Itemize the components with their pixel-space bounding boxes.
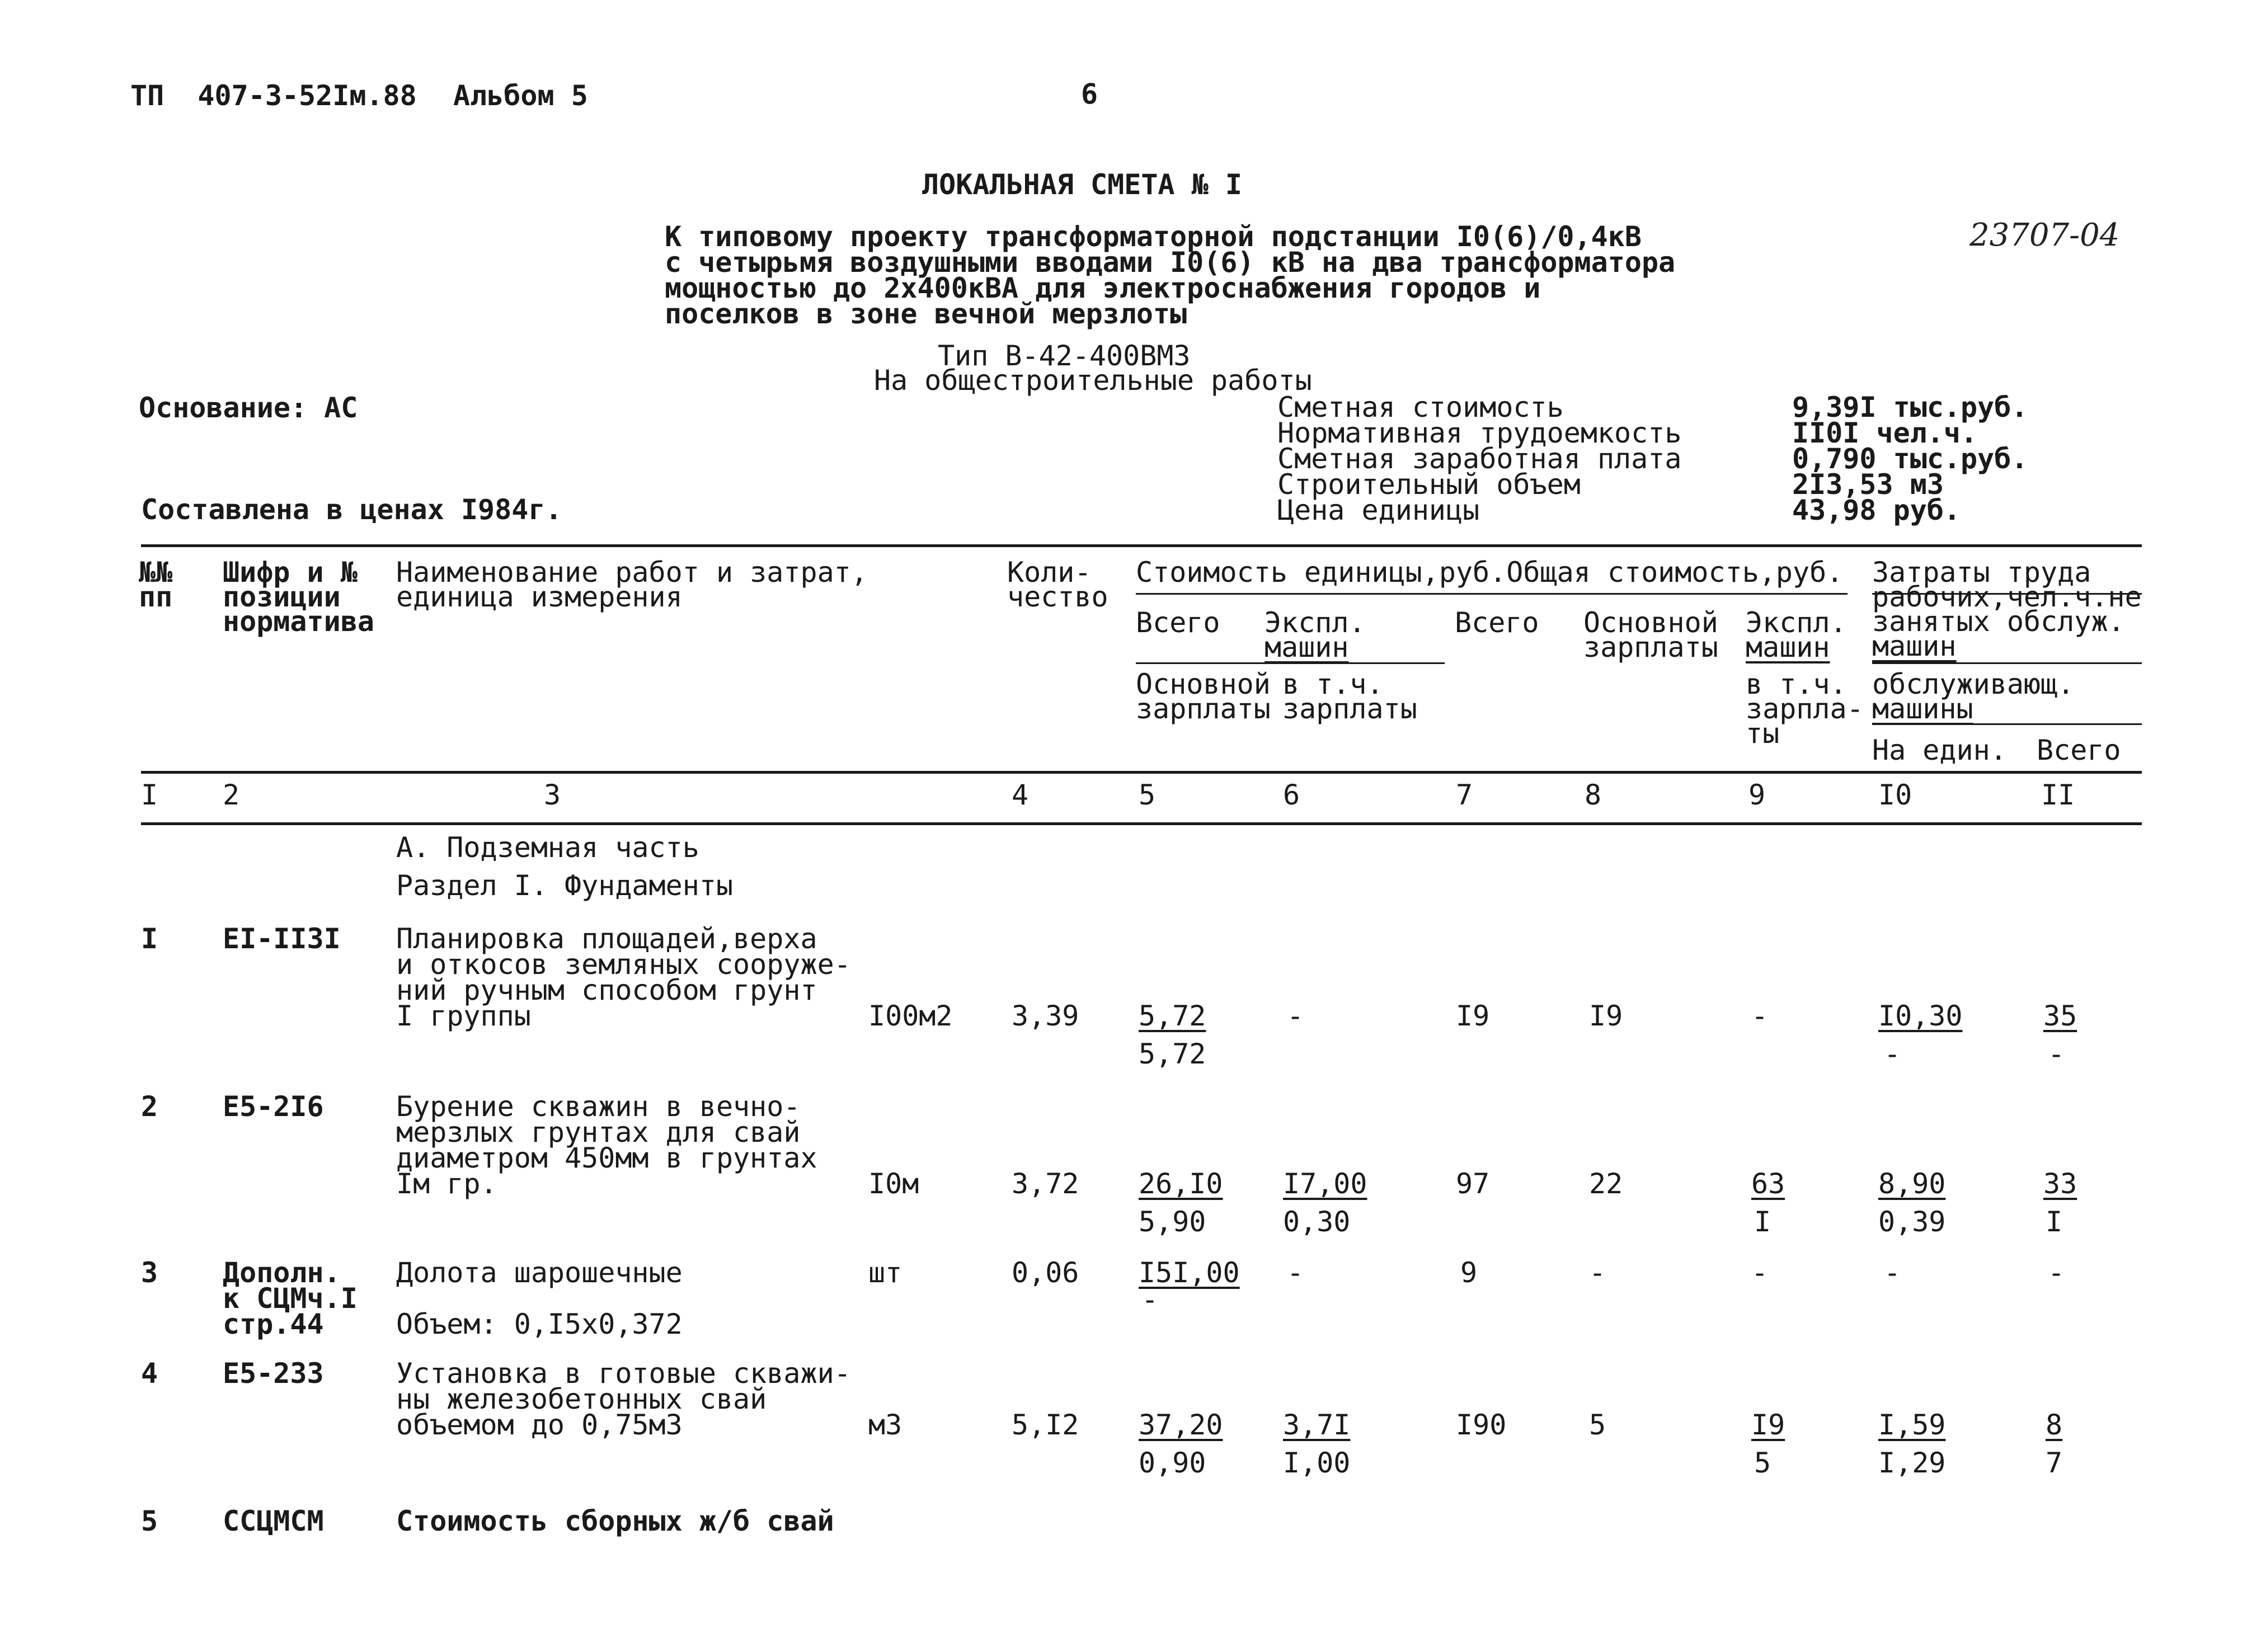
row-machines2-wages: I: [1754, 1206, 1771, 1238]
row-basic-wages: -: [1141, 1283, 1159, 1316]
row-qty: 3,39: [1012, 1000, 1079, 1032]
col-labor-header: Затраты труда: [1872, 556, 2091, 589]
row-qty: 5,I2: [1012, 1409, 1079, 1441]
row-wages: I9: [1589, 1000, 1623, 1032]
page-number: 6: [1081, 78, 1098, 110]
summary-label: Нормативная трудоемкость: [1277, 417, 1682, 449]
row-machines: I7,00: [1283, 1168, 1367, 1200]
row-labor-serv-unit: -: [1884, 1038, 1901, 1070]
column-number: 4: [1012, 779, 1029, 811]
row-name: объемом до 0,75м3: [396, 1409, 683, 1441]
row-wages: -: [1589, 1256, 1606, 1289]
row-machines2-wages: 5: [1754, 1447, 1771, 1479]
col-per-unit-header: На един.: [1872, 734, 2007, 766]
row-machines2: -: [1751, 1256, 1769, 1289]
section-heading: Раздел I. Фундаменты: [396, 869, 734, 902]
works-line: На общестроительные работы: [874, 364, 1312, 397]
col-incl-wages-header: зарплаты: [1282, 693, 1417, 725]
row-labor-serv-unit: 0,39: [1878, 1206, 1946, 1238]
row-labor-total: 35: [2043, 1000, 2077, 1032]
row-unit-cost: I5I,00: [1139, 1256, 1240, 1289]
section-heading: А. Подземная часть: [396, 831, 699, 864]
row-unit: м3: [868, 1409, 902, 1441]
col-name-header: единица измерения: [396, 581, 683, 613]
row-machines2: I9: [1751, 1409, 1785, 1441]
column-number: 8: [1585, 779, 1602, 811]
row-labor-serv-total: I: [2046, 1206, 2063, 1238]
row-labor-serv-unit: I,29: [1878, 1447, 1946, 1479]
labor-sub-rule: [1872, 662, 2142, 664]
row-total: I9: [1456, 1000, 1490, 1032]
row-code: ССЦМСМ: [223, 1505, 324, 1537]
row-total: 97: [1456, 1168, 1490, 1200]
row-total: 9: [1460, 1256, 1478, 1289]
row-name: Установка в готовые скважи-: [396, 1357, 851, 1390]
row-code: Е5-233: [223, 1357, 324, 1390]
summary-value: 0,790 тыс.руб.: [1792, 443, 2028, 475]
prices-label: Составлена в ценах I984г.: [141, 493, 562, 526]
row-basic-wages: 5,72: [1139, 1038, 1206, 1070]
row-labor-unit: 8,90: [1878, 1168, 1946, 1200]
header-bottom-rule: [141, 771, 2142, 774]
description-line: поселков в зоне вечной мерзлоты: [665, 298, 1187, 330]
row-name: Планировка площадей,верха: [396, 923, 817, 955]
col-wages-header: Основной: [1583, 606, 1718, 639]
row-number: 2: [141, 1090, 158, 1123]
colnum-bottom-rule: [141, 822, 2142, 825]
col-labor-header: занятых обслуж.: [1872, 605, 2125, 638]
col-machines-header: машин: [1264, 631, 1349, 663]
col-total2-header: Всего: [1455, 606, 1539, 639]
column-number: 3: [544, 779, 561, 811]
doc-code: ТП 407-3-52Iм.88: [130, 79, 417, 112]
row-name: и откосов земляных сооруже-: [396, 948, 851, 981]
row-labor-total: -: [2048, 1256, 2065, 1289]
row-basic-wages: 0,90: [1139, 1447, 1206, 1479]
row-labor-unit: I0,30: [1878, 1000, 1963, 1032]
col-number-header: №№: [139, 556, 173, 589]
col-wages-header: зарплаты: [1583, 631, 1718, 663]
description-line: К типовому проекту трансформаторной подстанции I0(6)/0,4кВ: [665, 220, 1642, 253]
summary-label: Цена единицы: [1277, 494, 1480, 526]
row-wages: 22: [1589, 1168, 1623, 1200]
table-top-rule: [141, 544, 2142, 547]
summary-value: 43,98 руб.: [1792, 494, 1961, 526]
row-name: ний ручным способом грунт: [396, 974, 817, 1006]
row-machines2: 63: [1751, 1168, 1785, 1200]
row-labor-serv-total: 7: [2046, 1447, 2063, 1479]
basis-label: Основание: АС: [139, 392, 358, 424]
col-basic-wages-header: Основной: [1136, 668, 1271, 700]
col-labor-serv-header: машины: [1872, 693, 1973, 725]
row-labor-total: 8: [2046, 1409, 2063, 1441]
column-number: 6: [1283, 779, 1300, 811]
col-code-header: Шифр и №: [223, 556, 358, 589]
row-name: I группы: [396, 1000, 531, 1032]
col-labor-header: рабочих,чел.ч.не: [1872, 581, 2142, 613]
col-code-header: позиции: [223, 581, 341, 613]
row-name: Iм гр.: [396, 1168, 497, 1200]
column-number: II: [2041, 779, 2075, 811]
row-name: Стоимость сборных ж/б свай: [396, 1505, 834, 1537]
row-name: ны железобетонных свай: [396, 1383, 767, 1415]
row-machines-wages: I,00: [1283, 1447, 1351, 1479]
col-incl-wages2-header: зарпла-: [1746, 693, 1864, 725]
row-number: 5: [141, 1505, 158, 1537]
row-code: Дополн.: [223, 1256, 341, 1289]
row-unit-cost: 26,I0: [1139, 1168, 1223, 1200]
estimate-title: ЛОКАЛЬНАЯ СМЕТА № I: [922, 168, 1242, 201]
col-total-header: Всего: [1136, 606, 1220, 639]
row-name: мерзлых грунтах для свай: [396, 1116, 801, 1149]
col-machines-header: Экспл.: [1264, 606, 1366, 639]
row-labor-unit: -: [1884, 1256, 1901, 1289]
summary-value: 2I3,53 м3: [1792, 468, 1944, 501]
col-incl-wages2-header: в т.ч.: [1746, 668, 1847, 700]
col-incl-wages-header: в т.ч.: [1282, 668, 1384, 700]
row-number: 3: [141, 1256, 158, 1289]
col-name-header: Наименование работ и затрат,: [396, 556, 868, 589]
row-unit-cost: 37,20: [1139, 1409, 1223, 1441]
column-number: 9: [1748, 779, 1766, 811]
summary-value: 9,39I тыс.руб.: [1792, 391, 2028, 423]
row-labor-total: 33: [2043, 1168, 2077, 1200]
row-machines: -: [1287, 1256, 1304, 1289]
row-total: I90: [1456, 1409, 1507, 1441]
row-name: Долота шарошечные: [396, 1256, 683, 1289]
col-labor-serv-header: обслуживающ.: [1872, 668, 2075, 700]
summary-label: Сметная стоимость: [1277, 391, 1564, 423]
row-qty: 0,06: [1012, 1256, 1079, 1289]
row-code: к СЦМч.I: [223, 1282, 358, 1315]
row-name: Бурение скважин в вечно-: [396, 1090, 801, 1123]
row-machines2: -: [1751, 1000, 1769, 1032]
column-number: I0: [1878, 779, 1912, 811]
column-number: 2: [223, 779, 240, 811]
col-incl-wages2-header: ты: [1746, 717, 1780, 750]
row-code: Е5-2I6: [223, 1090, 324, 1123]
summary-label: Строительный объем: [1277, 468, 1581, 501]
col-machines2-header: машин: [1746, 631, 1830, 663]
summary-label: Сметная заработная плата: [1277, 443, 1682, 475]
row-unit: I0м: [868, 1168, 919, 1200]
row-number: 4: [141, 1357, 158, 1390]
album-label: Альбом 5: [453, 79, 588, 112]
description-line: с четырьмя воздушными вводами I0(6) кВ на два трансформатора: [665, 246, 1676, 279]
row-code: ЕI-II3I: [223, 923, 341, 955]
summary-value: II0I чел.ч.: [1792, 417, 1978, 449]
row-machines: 3,7I: [1283, 1409, 1351, 1441]
col-number-header: пп: [139, 581, 173, 613]
col-total3-header: Всего: [2037, 734, 2121, 766]
col-qty-header: чество: [1007, 581, 1108, 613]
row-basic-wages: 5,90: [1139, 1206, 1206, 1238]
cost-group-header: Стоимость единицы,руб.Общая стоимость,руб.: [1136, 556, 1844, 589]
row-labor-unit: I,59: [1878, 1409, 1946, 1441]
row-code: стр.44: [223, 1308, 324, 1340]
col-labor-header: машин: [1872, 630, 1957, 662]
row-name: диаметром 450мм в грунтах: [396, 1142, 817, 1174]
row-wages: 5: [1589, 1409, 1606, 1441]
col-machines2-header: Экспл.: [1746, 606, 1847, 639]
row-volume-note: Объем: 0,I5х0,372: [396, 1308, 683, 1340]
column-number: 7: [1456, 779, 1473, 811]
cost-group-rule: [1136, 593, 1848, 595]
column-number: 5: [1139, 779, 1156, 811]
description-line: мощностью до 2х400кВА для электроснабжения городов и: [665, 272, 1541, 304]
type-line: Тип В-42-400ВМЗ: [938, 340, 1191, 372]
row-unit: I00м2: [868, 1000, 953, 1032]
column-number: I: [141, 779, 158, 811]
col-qty-header: Коли-: [1007, 556, 1092, 589]
col-basic-wages-header: зарплаты: [1136, 693, 1271, 725]
row-unit-cost: 5,72: [1139, 1000, 1206, 1032]
stamp-number: 23707-04: [1969, 217, 2120, 253]
row-machines-wages: 0,30: [1283, 1206, 1351, 1238]
row-qty: 3,72: [1012, 1168, 1079, 1200]
row-unit: шт: [868, 1256, 902, 1289]
row-machines: -: [1287, 1000, 1304, 1032]
row-number: I: [141, 923, 158, 955]
row-labor-serv-total: -: [2048, 1038, 2065, 1070]
col-code-header: норматива: [223, 605, 374, 638]
